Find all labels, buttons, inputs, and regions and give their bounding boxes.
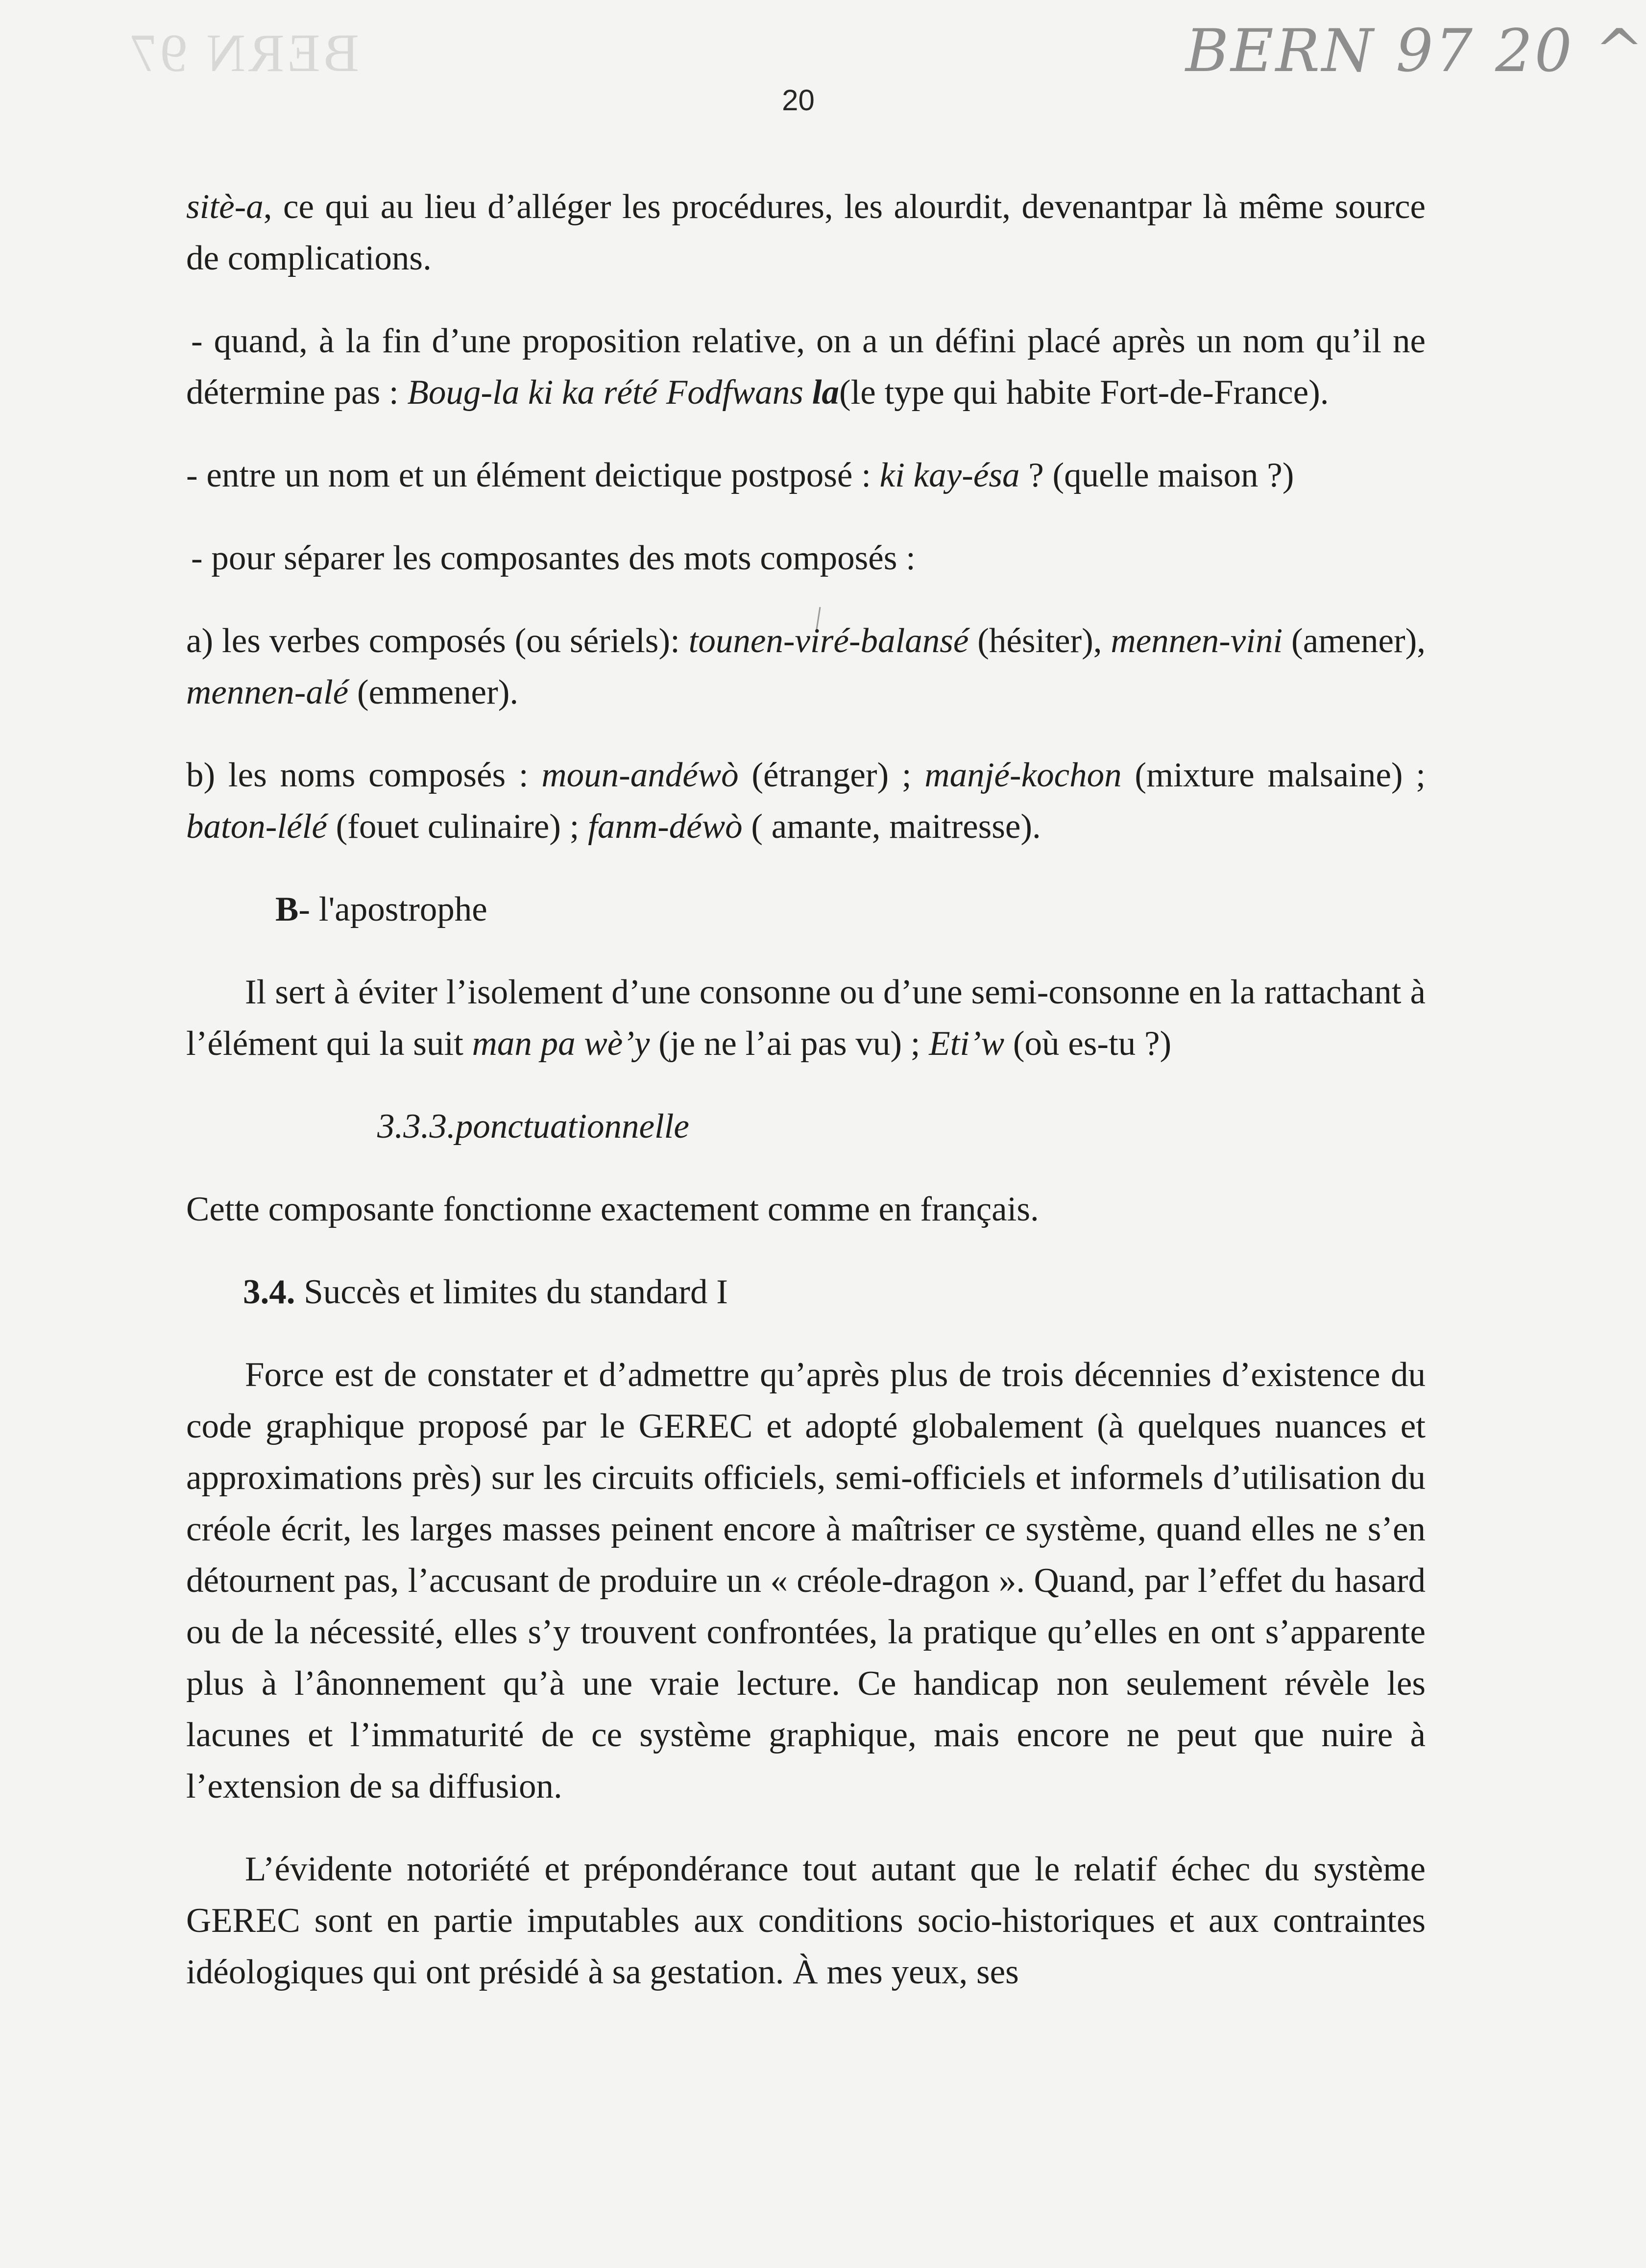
section-heading-succes-limites: 3.4. Succès et limites du standard I	[243, 1273, 728, 1311]
paragraph: sitè-a, ce qui au lieu d’alléger les procédures, les alourdit, devenantpar là même source de complications.	[186, 188, 1426, 277]
section-heading-apostrophe: B- l'apostrophe	[275, 890, 487, 928]
paragraph: Cette composante fonctionne exactement comme en français.	[186, 1190, 1039, 1228]
paragraph: L’évidente notoriété et prépondérance tout autant que le relatif échec du système GEREC sont en partie imputables aux conditions socio-historiques et aux contraintes idéologiques qui ont présidé à sa gestation. À mes yeux, ses	[186, 1850, 1426, 1991]
body-text	[186, 181, 1426, 1998]
bleed-through-text: BERN 97	[127, 23, 359, 83]
section-heading-ponctuationnelle: 3.3.3.ponctuationnelle	[377, 1107, 689, 1146]
page-number: 20	[782, 84, 815, 117]
paragraph: Force est de constater et d’admettre qu’après plus de trois décennies d’existence du code graphique proposé par le GEREC et adopté globalement (à quelques nuances et approximations près) sur les circuits officiels, semi-officiels et informels d’utilisation du créole écrit, les larges masses peinent encore à maîtriser ce système, quand elles ne s’en détournent pas, l’accusant de produire un « créole-dragon ». Quand, par l’effet du hasard ou de la nécessité, elles s’y trouvent confrontées, la pratique qu’elles en ont s’apparente plus à l’ânonnement qu’à une vraie lecture. Ce handicap non seulement révèle les lacunes et l’immaturité de ce système graphique, mais encore ne peut que nuire à l’extension de sa diffusion.	[186, 1356, 1426, 1805]
handwritten-reference: BERN 97 20 ^	[1186, 17, 1646, 85]
paragraph: - entre un nom et un élément deictique postposé : ki kay-ésa ? (quelle maison ?)	[186, 456, 1294, 494]
paragraph: b) les noms composés : moun-andéwò (étranger) ; manjé-kochon (mixture malsaine) ; baton-lélé (fouet culinaire) ; fanm-déwò ( amante, maitresse).	[186, 756, 1426, 846]
paragraph: - pour séparer les composantes des mots composés :	[191, 539, 916, 577]
paragraph: a) les verbes composés (ou sériels): tounen-viré-balansé (hésiter), mennen-vini (amener), mennen-alé (emmener).	[186, 622, 1426, 711]
paragraph: Il sert à éviter l’isolement d’une consonne ou d’une semi-consonne en la rattachant à l’élément qui la suit man pa wè’y (je ne l’ai pas vu) ; Eti’w (où es-tu ?)	[186, 973, 1426, 1063]
paragraph: - quand, à la fin d’une proposition relative, on a un défini placé après un nom qu’il ne détermine pas : Boug-la ki ka rété Fodfwans la(le type qui habite Fort-de-France).	[186, 322, 1426, 412]
